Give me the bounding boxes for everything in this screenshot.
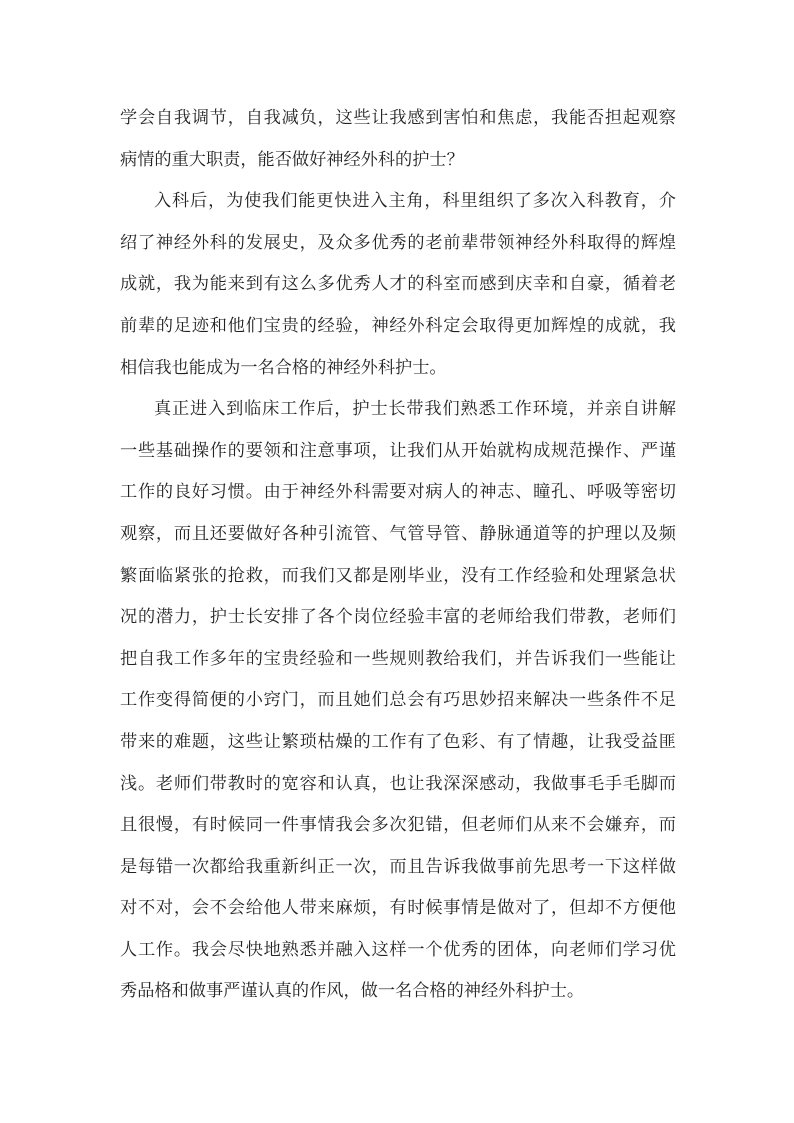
text-line: 前辈的足迹和他们宝贵的经验，神经外科定会取得更加辉煌的成就，我 — [120, 315, 676, 336]
text-line: 工作变得简便的小窍门，而且她们总会有巧思妙招来解决一些条件不足 — [120, 690, 676, 711]
text-line: 学会自我调节，自我减负，这些让我感到害怕和焦虑，我能否担起观察 — [120, 108, 676, 128]
text-line: 观察，而且还要做好各种引流管、气管导管、静脉通道等的护理以及频 — [120, 523, 676, 544]
text-line: 人工作。我会尽快地熟悉并融入这样一个优秀的团体，向老师们学习优 — [120, 939, 676, 960]
paragraph-1 — [120, 98, 676, 181]
text-line: 相信我也能成为一名合格的神经外科护士。 — [120, 357, 447, 378]
paragraph-3 — [120, 389, 676, 1013]
text-line: 带来的难题，这些让繁琐枯燥的工作有了色彩、有了情趣，让我受益匪 — [120, 731, 676, 752]
text-line: 工作的良好习惯。由于神经外科需要对病人的神志、瞳孔、呼吸等密切 — [120, 482, 676, 503]
text-line: 把自我工作多年的宝贵经验和一些规则教给我们，并告诉我们一些能让 — [120, 648, 676, 669]
text-line: 绍了神经外科的发展史，及众多优秀的老前辈带领神经外科取得的辉煌 — [120, 232, 676, 253]
text-line: 秀品格和做事严谨认真的作风，做一名合格的神经外科护士。 — [120, 981, 585, 1002]
text-line: 是每错一次都给我重新纠正一次，而且告诉我做事前先思考一下这样做 — [120, 856, 676, 877]
text-line: 成就，我为能来到有这么多优秀人才的科室而感到庆幸和自豪，循着老 — [120, 274, 676, 295]
text-line: 病情的重大职责，能否做好神经外科的护士？ — [120, 149, 464, 170]
text-line: 真正进入到临床工作后，护士长带我们熟悉工作环境，并亲自讲解 — [154, 399, 676, 420]
text-line: 一些基础操作的要领和注意事项，让我们从开始就构成规范操作、严谨 — [120, 440, 676, 461]
text-line: 入科后，为使我们能更快进入主角，科里组织了多次入科教育，介 — [154, 191, 676, 212]
text-line: 况的潜力，护士长安排了各个岗位经验丰富的老师给我们带教，老师们 — [120, 607, 676, 628]
paragraph-2 — [120, 181, 676, 389]
text-line: 繁面临紧张的抢救，而我们又都是刚毕业，没有工作经验和处理紧急状 — [120, 565, 676, 586]
text-line: 且很慢，有时候同一件事情我会多次犯错，但老师们从来不会嫌弃，而 — [120, 815, 676, 836]
document-body — [120, 98, 676, 1013]
text-line: 浅。老师们带教时的宽容和认真，也让我深深感动，我做事毛手毛脚而 — [120, 773, 676, 794]
text-line: 对不对，会不会给他人带来麻烦，有时候事情是做对了，但却不方便他 — [120, 898, 676, 919]
